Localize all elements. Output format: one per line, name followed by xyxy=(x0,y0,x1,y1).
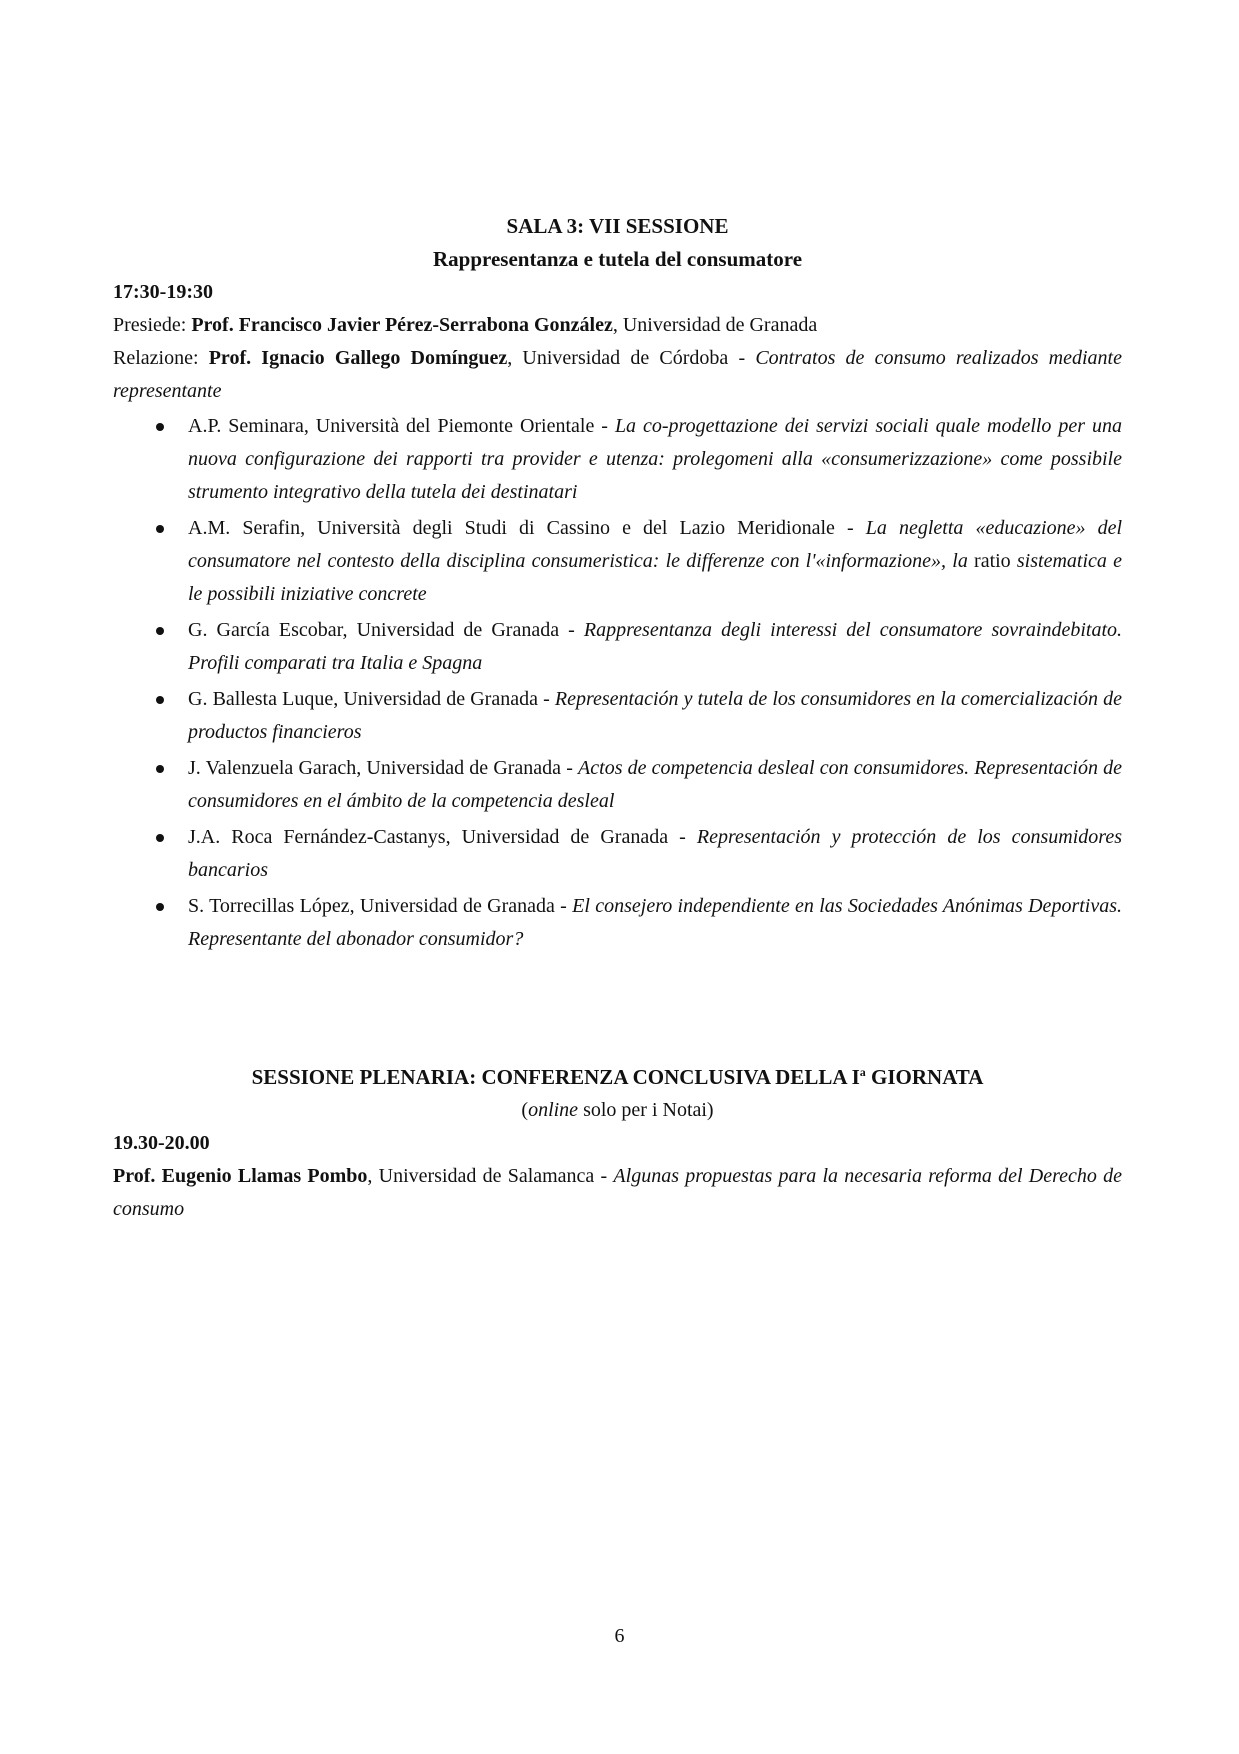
talk-speaker: J. Valenzuela Garach, Universidad de Granada - xyxy=(188,757,579,779)
bullet-icon xyxy=(156,696,164,704)
page-number: 6 xyxy=(614,1625,625,1647)
talk-speaker: A.P. Seminara, Università del Piemonte Orientale - xyxy=(188,415,615,437)
talk-title: Rappresentanza degli interessi del consumatore sovraindebitato. Profili comparati tra Italia e Spagna xyxy=(188,619,1122,674)
session-chair xyxy=(113,309,1122,342)
list-item xyxy=(113,614,1122,680)
bullet-icon xyxy=(156,765,164,773)
talk-title: Representación y protección de los consumidores bancarios xyxy=(188,826,1123,881)
plenary-heading-ordinal: a xyxy=(859,1065,866,1079)
list-item xyxy=(113,410,1122,509)
plenary-heading-text: SESSIONE PLENARIA: CONFERENZA CONCLUSIVA DELLA I xyxy=(251,1065,860,1089)
report-affiliation: , Universidad de Córdoba - xyxy=(507,347,756,369)
program-page-content xyxy=(113,210,1122,1226)
report-prefix: Relazione: xyxy=(113,347,209,369)
session-heading: SALA 3: VII SESSIONE xyxy=(506,214,729,238)
chair-affiliation: , Universidad de Granada xyxy=(612,314,818,336)
plenary-note-italic: online xyxy=(528,1099,579,1121)
plenary-time: 19.30-20.00 xyxy=(113,1132,210,1154)
bullet-icon xyxy=(156,423,164,431)
report-title: Contratos de consumo realizados mediante representante xyxy=(113,347,1122,402)
list-item xyxy=(113,512,1122,611)
list-item xyxy=(113,683,1122,749)
chair-prefix: Presiede: xyxy=(113,314,192,336)
talk-title-plain: ratio xyxy=(974,550,1011,572)
talk-speaker: J.A. Roca Fernández-Castanys, Universidad de Granada - xyxy=(188,826,697,848)
list-item xyxy=(113,752,1122,818)
plenary-note-rest: solo per i Notai) xyxy=(578,1099,714,1121)
talk-title: El consejero independiente en las Sociedades Anónimas Deportivas. Representante del abonador consumidor? xyxy=(188,895,1122,950)
talk-title: La co-progettazione dei servizi sociali quale modello per una nuova configurazione dei rapporti tra provider e utenza: prolegomeni alla «consumerizzazione» come possibile strumento integrativo della tutela dei destinatari xyxy=(188,415,1123,503)
plenary-speaker-affiliation: , Universidad de Salamanca - xyxy=(367,1165,614,1187)
plenary-note-open: ( xyxy=(521,1099,529,1121)
bullet-icon xyxy=(156,834,164,842)
plenary-talk-title: Algunas propuestas para la necesaria reforma del Derecho de consumo xyxy=(113,1165,1122,1220)
bullet-icon xyxy=(156,627,164,635)
bullet-icon xyxy=(156,903,164,911)
report-speaker-name: Prof. Ignacio Gallego Domínguez xyxy=(208,347,508,369)
plenary-speaker-name: Prof. Eugenio Llamas Pombo xyxy=(113,1165,368,1187)
session-subheading: Rappresentanza e tutela del consumatore xyxy=(432,247,803,271)
talk-title-end: sistematica e le possibili iniziative concrete xyxy=(188,550,1122,605)
session-time: 17:30-19:30 xyxy=(113,281,213,303)
bullet-icon xyxy=(156,525,164,533)
talk-list xyxy=(113,410,1122,956)
talk-title: La negletta «educazione» del consumatore nel contesto della disciplina consumeristica: le differenze con l'«informazione», la xyxy=(188,517,1123,572)
list-item xyxy=(113,890,1122,956)
talk-title: Representación y tutela de los consumidores en la comercialización de productos financieros xyxy=(188,688,1122,743)
chair-name: Prof. Francisco Javier Pérez-Serrabona González xyxy=(191,314,613,336)
plenary-section xyxy=(113,1061,1122,1226)
talk-title: Actos de competencia desleal con consumidores. Representación de consumidores en el ámbito de la competencia desleal xyxy=(188,757,1122,812)
plenary-note xyxy=(113,1094,1122,1127)
talk-speaker: S. Torrecillas López, Universidad de Granada - xyxy=(188,895,573,917)
talk-speaker: A.M. Serafin, Università degli Studi di Cassino e del Lazio Meridionale - xyxy=(188,517,866,539)
plenary-heading xyxy=(113,1061,1122,1094)
talk-speaker: G. Ballesta Luque, Universidad de Granada - xyxy=(188,688,555,710)
session-report xyxy=(113,342,1122,408)
list-item xyxy=(113,821,1122,887)
plenary-heading-end: GIORNATA xyxy=(865,1065,984,1089)
talk-speaker: G. García Escobar, Universidad de Granada - xyxy=(188,619,584,641)
plenary-talk xyxy=(113,1160,1122,1226)
